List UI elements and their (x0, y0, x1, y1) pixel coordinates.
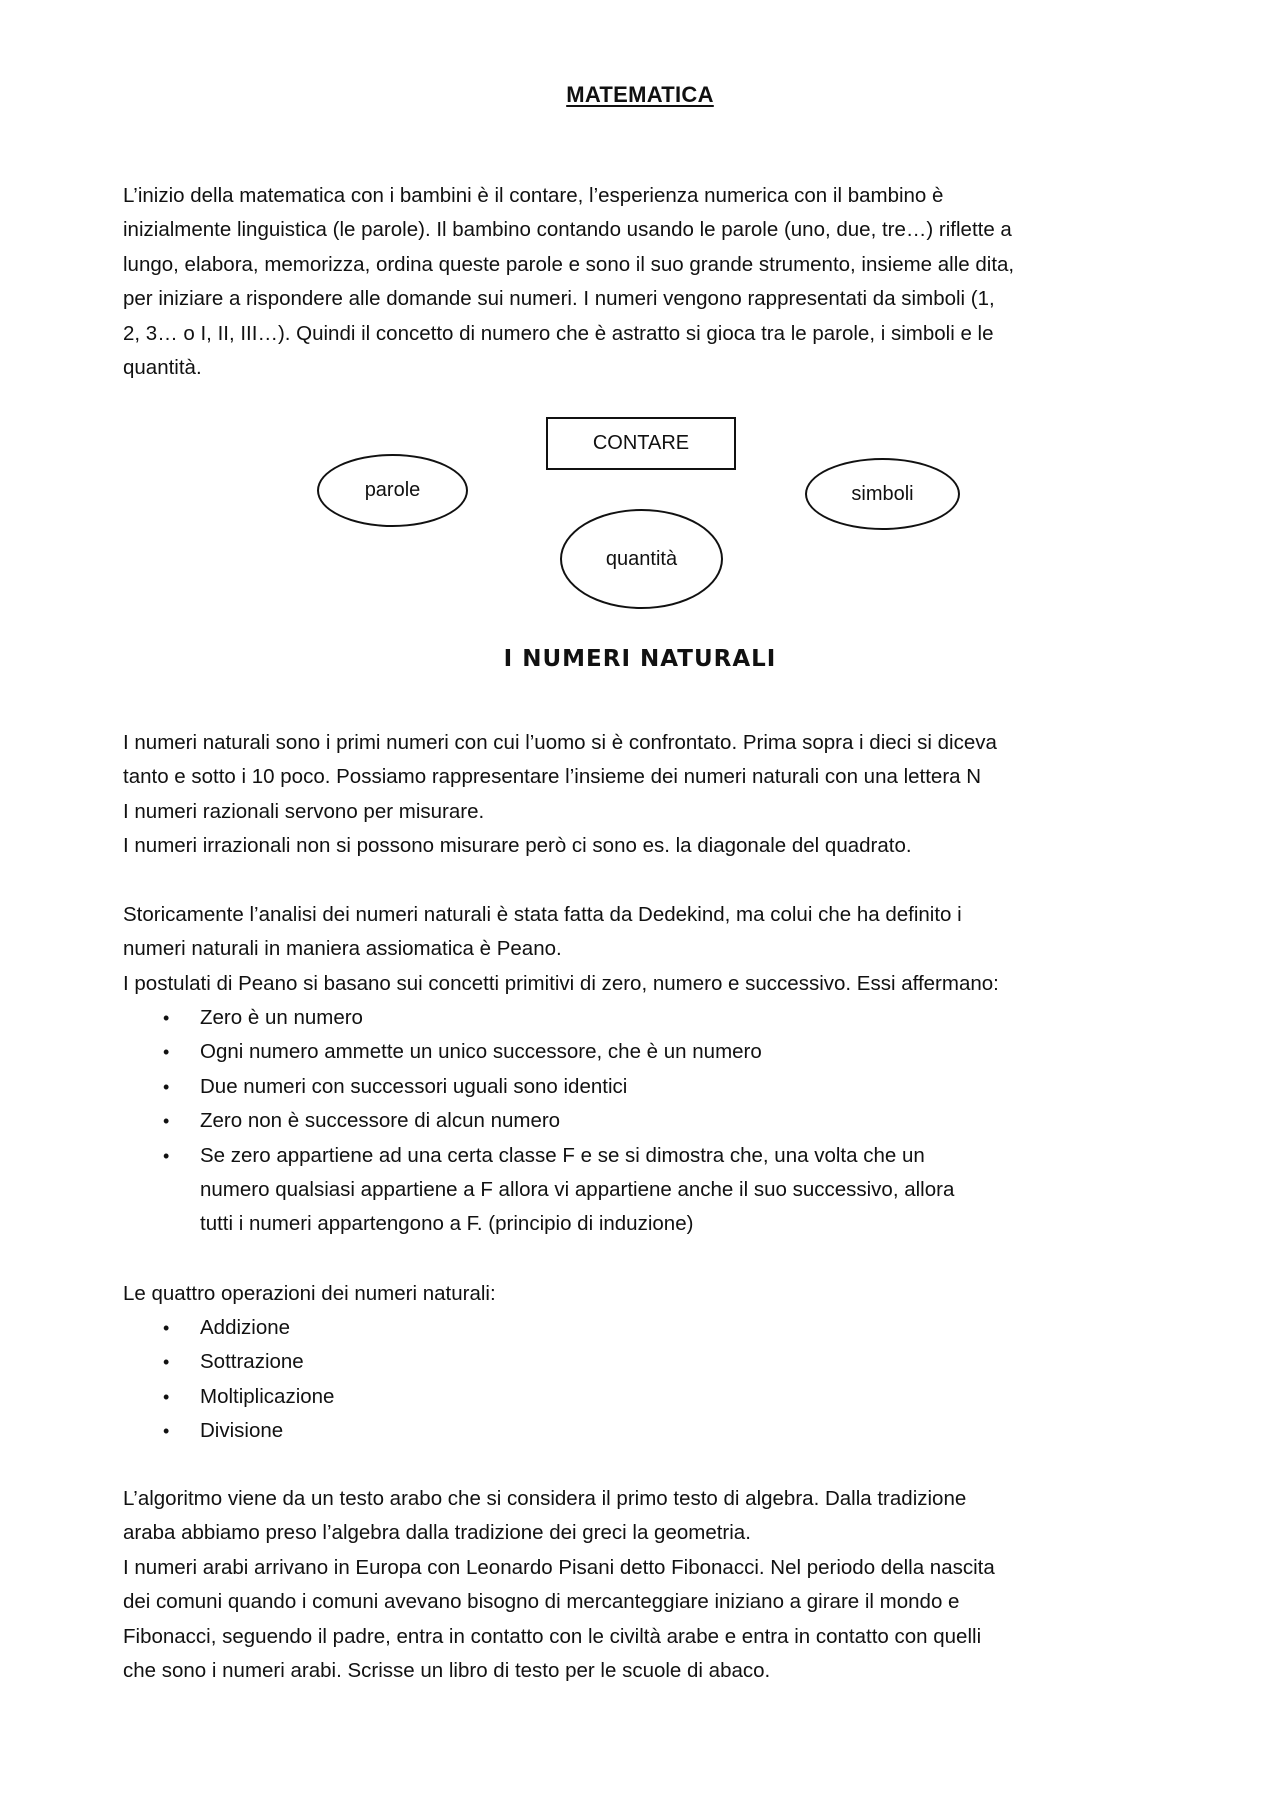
text-line: araba abbiamo preso l’algebra dalla tradizione dei greci la geometria. (123, 1521, 751, 1545)
bullet-icon: • (163, 1111, 170, 1132)
bullet-icon: • (163, 1421, 170, 1442)
text-line: dei comuni quando i comuni avevano bisogno di mercanteggiare iniziano a girare il mondo e (123, 1590, 960, 1614)
text-line: I numeri naturali sono i primi numeri con cui l’uomo si è confrontato. Prima sopra i dieci si diceva (123, 731, 997, 754)
list-item: • Zero è un numero (123, 1001, 954, 1035)
list-item: • Sottrazione (123, 1345, 334, 1379)
text-line: I numeri razionali servono per misurare. (123, 799, 485, 823)
peano-paragraph (123, 898, 1173, 1001)
text-line: tanto e sotto i 10 poco. Possiamo rappresentare l’insieme dei numeri naturali con una lettera N (123, 765, 982, 789)
text-line: per iniziare a rispondere alle domande sui numeri. I numeri vengono rappresentati da simboli (1, (123, 287, 995, 311)
list-item: • Moltiplicazione (123, 1380, 334, 1414)
diagram-label: parole (364, 479, 421, 501)
bullet-icon: • (163, 1352, 170, 1373)
bullet-icon: • (163, 1042, 170, 1063)
diagram-ellipse-simboli (805, 458, 960, 530)
text-line: inizialmente linguistica (le parole). Il bambino contando usando le parole (uno, due, tre…) riflette a (123, 218, 1012, 242)
diagram-label: simboli (851, 482, 914, 505)
text-line: I postulati di Peano si basano sui concetti primitivi di zero, numero e successivo. Essi affermano: (123, 971, 999, 995)
list-item: • Divisione (123, 1414, 334, 1448)
intro-paragraph (123, 179, 1173, 385)
page-title: MATEMATICA (566, 82, 714, 107)
text-line: numeri naturali in maniera assiomatica è Peano. (123, 937, 562, 961)
diagram-label: CONTARE (592, 432, 690, 454)
list-item: • Se zero appartiene ad una certa classe F e se si dimostra che, una volta che un numero qualsiasi appartiene a F allora vi appartiene anche il suo successivo, allora tutti i numeri appartengono a F. (principio di induzione) (123, 1139, 954, 1242)
operations-intro (123, 1277, 1173, 1311)
list-item: • Due numeri con successori uguali sono identici (123, 1070, 954, 1104)
text-line: I numeri arabi arrivano in Europa con Leonardo Pisani detto Fibonacci. Nel periodo della nascita (123, 1555, 995, 1579)
operations-list (123, 1311, 334, 1449)
list-item: • Addizione (123, 1311, 334, 1345)
history-paragraph (123, 1482, 1173, 1688)
text-line: Le quattro operazioni dei numeri naturali: (123, 1282, 496, 1305)
section-heading: I NUMERI NATURALI (503, 646, 777, 672)
diagram-box-contare (546, 417, 736, 470)
bullet-icon: • (163, 1318, 170, 1338)
peano-postulates-list (123, 1001, 954, 1242)
text-line: che sono i numeri arabi. Scrisse un libro di testo per le scuole di abaco. (123, 1659, 771, 1683)
diagram-ellipse-parole (317, 454, 468, 527)
naturals-paragraph (123, 726, 1173, 864)
text-line: 2, 3… o I, II, III…). Quindi il concetto di numero che è astratto si gioca tra le parole, i simboli e le (123, 321, 994, 345)
list-item: • Ogni numero ammette un unico successore, che è un numero (123, 1035, 954, 1069)
bullet-icon: • (163, 1386, 170, 1407)
bullet-icon: • (163, 1076, 170, 1097)
text-line: lungo, elabora, memorizza, ordina queste parole e sono il suo grande strumento, insieme alle dita, (123, 252, 1015, 276)
text-line: L’algoritmo viene da un testo arabo che si considera il primo testo di algebra. Dalla tradizione (123, 1487, 967, 1510)
text-line: L’inizio della matematica con i bambini è il contare, l’esperienza numerica con il bambino è (123, 184, 944, 207)
list-item: • Zero non è successore di alcun numero (123, 1104, 954, 1138)
text-line: quantità. (123, 356, 202, 380)
bullet-icon: • (163, 1008, 170, 1028)
text-line: I numeri irrazionali non si possono misurare però ci sono es. la diagonale del quadrato. (123, 834, 912, 858)
text-line: Storicamente l’analisi dei numeri naturali è stata fatta da Dedekind, ma colui che ha definito i (123, 903, 962, 926)
diagram-label: quantità (605, 547, 678, 570)
diagram-ellipse-quantita (560, 509, 723, 609)
text-line: Fibonacci, seguendo il padre, entra in contatto con le civiltà arabe e entra in contatto con quelli (123, 1624, 982, 1648)
bullet-icon: • (163, 1145, 170, 1166)
